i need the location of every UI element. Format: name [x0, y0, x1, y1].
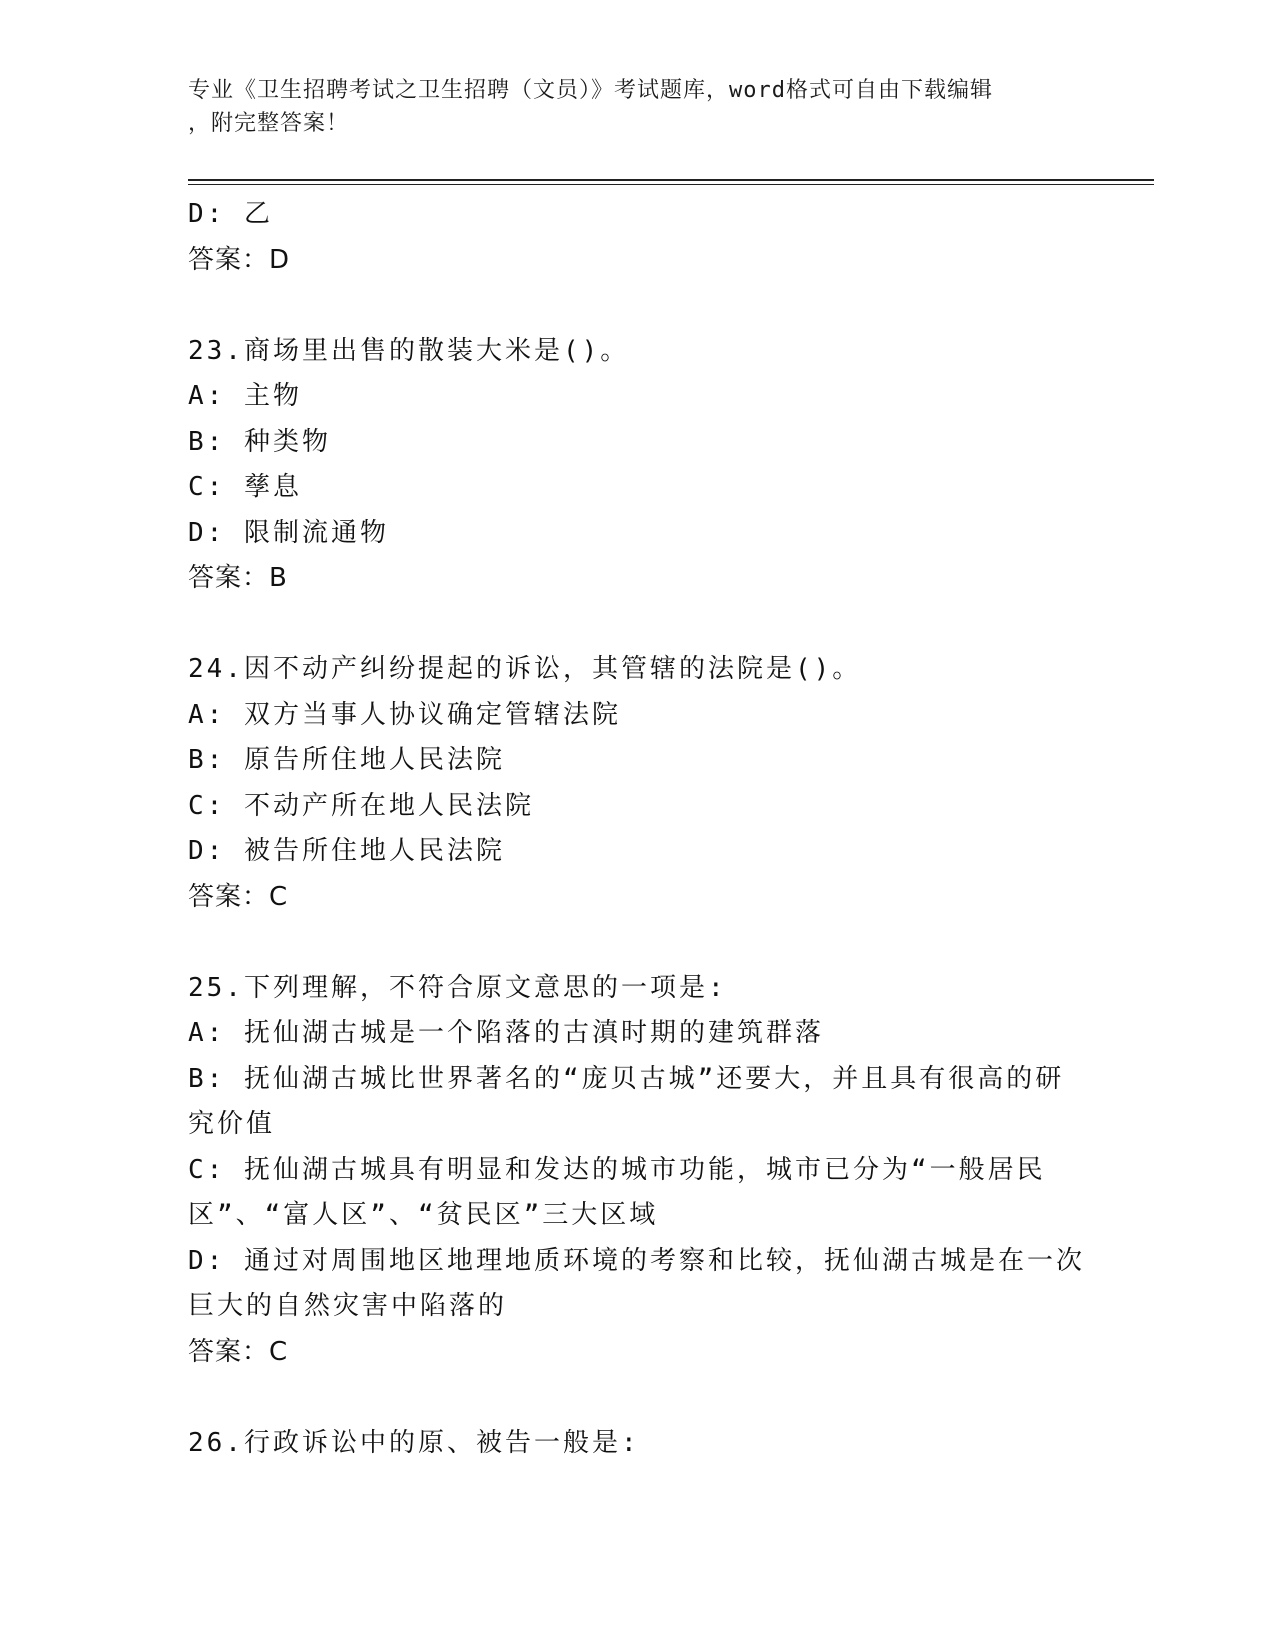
option-a: A: 双方当事人协议确定管辖法院: [188, 699, 621, 730]
question-24: [188, 647, 1088, 920]
answer-line: 答案：B: [188, 563, 288, 593]
option-a: A: 抚仙湖古城是一个陷落的古滇时期的建筑群落: [188, 1018, 824, 1048]
spacer: [188, 602, 1088, 648]
option-c: C: 不动产所在地人民法院: [188, 790, 534, 821]
question-stem: 26.行政诉讼中的原、被告一般是:: [188, 1427, 640, 1458]
spacer: [188, 920, 1088, 966]
option-c: C: 抚仙湖古城具有明显和发达的城市功能，城市已分为“一般居民区”、“富人区”、“贫民区”三大区域: [188, 1154, 1046, 1230]
option-d: D: 乙: [188, 199, 273, 229]
question-stem: 25.下列理解，不符合原文意思的一项是:: [188, 972, 727, 1003]
spacer: [188, 1375, 1088, 1421]
option-b: B: 种类物: [188, 426, 331, 457]
previous-question-tail: [188, 192, 1088, 283]
header-divider-thin: [188, 184, 1154, 185]
option-b: B: 抚仙湖古城比世界著名的“庞贝古城”还要大，并且具有很高的研究价值: [188, 1063, 1065, 1139]
answer-line: 答案：D: [188, 244, 291, 275]
question-stem: 23.商场里出售的散装大米是()。: [188, 335, 630, 366]
spacer: [188, 283, 1088, 329]
option-d: D: 通过对周围地区地理地质环境的考察和比较，抚仙湖古城是在一次巨大的自然灾害中陷落的: [188, 1245, 1085, 1321]
header-divider-thick: [188, 179, 1154, 181]
header-title-line-1: 专业《卫生招聘考试之卫生招聘（文员）》考试题库，word格式可自由下载编辑: [188, 78, 993, 103]
option-d: D: 被告所住地人民法院: [188, 836, 505, 866]
answer-line: 答案：C: [188, 1336, 289, 1367]
question-26: [188, 1421, 1088, 1467]
option-b: B: 原告所住地人民法院: [188, 745, 505, 775]
question-list: [188, 192, 1088, 1466]
question-23: [188, 329, 1088, 602]
option-c: C: 孳息: [188, 472, 302, 502]
question-25: [188, 966, 1088, 1376]
question-stem: 24.因不动产纠纷提起的诉讼，其管辖的法院是()。: [188, 654, 862, 684]
option-d: D: 限制流通物: [188, 517, 389, 548]
answer-line: 答案：C: [188, 881, 289, 912]
header-title-line-2: ，附完整答案！: [188, 111, 350, 136]
option-a: A: 主物: [188, 381, 302, 411]
document-header: [188, 74, 1088, 140]
